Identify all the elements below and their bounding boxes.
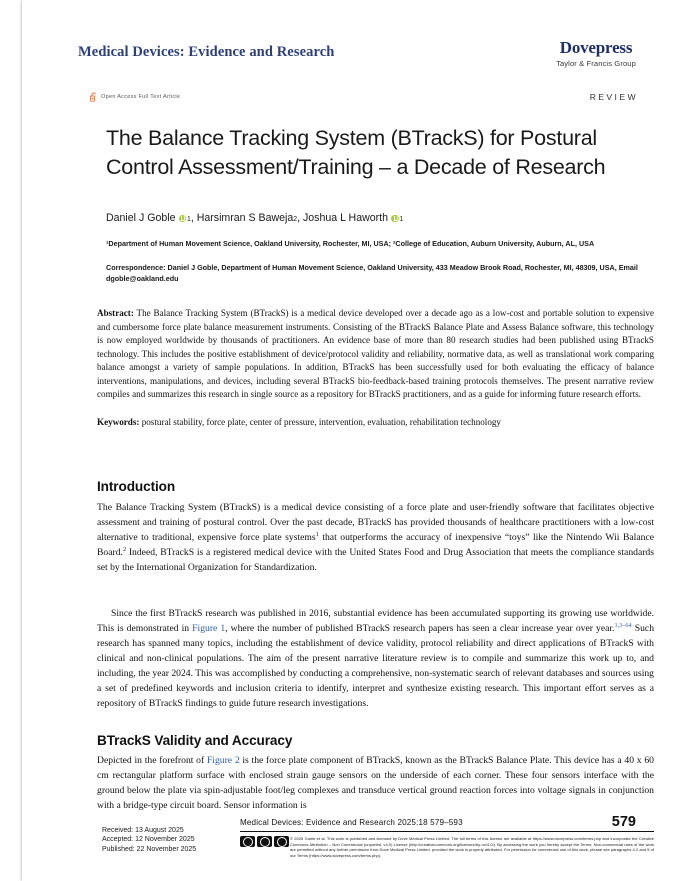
publication-dates — [102, 826, 196, 854]
intro-p2-part-c: Such research has spanned many topics, including the establishment of device validity, protocol reliability and direct applications of BTrackS with clinical and non-clinical populations. The aim of the present narrative literature review is to compile and summarize this work up to, and including, the year 2024. This was accomplished by conducting a comprehensive, non-systematic search of relevant databases and sources using a set of predefined keywords and inclusion criteria to identify, interpret and synthesize existing research. This important effort serves as a repository of BTrackS findings to guide future research investigations. — [97, 622, 655, 710]
author-list: Daniel J Goble 1 , Harsimran S Baweja 2 , Joshua L Haworth 1 — [106, 212, 404, 224]
publisher-name: Dovepress — [559, 38, 633, 57]
section-heading-validity: BTrackS Validity and Accuracy — [97, 733, 293, 749]
open-access-label: Open Access Full Text Article — [101, 94, 181, 100]
abstract-label: Abstract: — [97, 308, 134, 318]
validity-p1-part-b: is the force plate component of BTrackS, known as the BTrackS Balance Plate. This device has a 40 x 60 cm rectangular platform surface with enclosed strain gauge sensors on the underside of each corner. These four sensors interface with the ground below the plate via spin-adjustable foot/leg complexes and transduce vertical ground reaction forces into voltage signals in conjunction with a bridge-type circuit board. Sensor information is — [97, 754, 654, 811]
intro-paragraph-1 — [97, 500, 654, 575]
citation-ref-2[interactable]: 2 — [122, 545, 127, 553]
license-text: © 2025 Goble et al. This work is published and licensed by Dove Medical Press Limited. The full terms of this license are available at https://www.dovepress.com/terms.php and incorporate the Creative Commons Attribution – Non Commercial (unported, v4.0) License (http://creativecommons.org/licenses/by-nc/4.0/). By accessing the work you hereby accept the Terms. Non-commercial uses of the work are permitted without any further permission from Dove Medical Press Limited, provided the work is properly attributed. For permission for commercial use of this work, please see paragraphs 4.2 and 5 of our Terms (https://www.dovepress.com/terms.php). — [290, 836, 654, 858]
orcid-icon[interactable] — [179, 215, 187, 223]
keywords — [97, 416, 654, 430]
validity-paragraph-1 — [97, 753, 654, 813]
creative-commons-badges — [240, 836, 289, 847]
footer-divider — [240, 831, 654, 832]
figure-1-link[interactable]: Figure 1 — [192, 622, 226, 634]
abstract — [97, 307, 654, 402]
keywords-label: Keywords: — [97, 417, 140, 427]
abstract-text: The Balance Tracking System (BTrackS) is a medical device developed over a decade ago as a low-cost and portable solution to expensive and cumbersome force plate balance measurement instruments. Consisting of the BTrackS Balance Plate and Assess Balance software, this technology is now employed worldwide by thousands of practitioners. An evidence base of more than 80 research studies had been published using BTrackS technology. This includes the positive establishment of device/protocol validity and reliability, normative data, as well as translational work comparing balance amongst a variety of sample populations. In addition, BTrackS has been successfully used for both evaluating the efficacy of balance interventions, manipulations, and devices, including several BTrackS bio-feedback-based training protocols themselves. The present narrative review compiles and summarizes this research in single source as a repository for BTrackS practitioners, and as a guide for informing future research efforts. — [97, 308, 654, 400]
affiliations: ¹Department of Human Movement Science, Oakland University, Rochester, MI, USA; ²College of Education, Auburn University, Auburn, AL, USA — [106, 239, 595, 248]
article-page — [22, 0, 680, 881]
author-1-name: Daniel J Goble — [106, 212, 176, 224]
intro-p2-part-b: , where the number of published BTrackS research papers has seen a clear increase year over year. — [225, 622, 615, 634]
validity-p1-part-a: Depicted in the forefront of — [97, 754, 207, 766]
page-title: The Balance Tracking System (BTrackS) for Postural Control Assessment/Training – a Decade of Research — [106, 126, 606, 179]
section-heading-introduction: Introduction — [97, 479, 176, 495]
publisher-group: Taylor & Francis Group — [556, 59, 636, 68]
citation-ref-1[interactable]: 1 — [315, 530, 319, 538]
keywords-text: postural stability, force plate, center of pressure, intervention, evaluation, rehabilitation technology — [139, 417, 501, 427]
received-date: Received: 13 August 2025 — [102, 827, 184, 834]
published-date: Published: 22 November 2025 — [102, 845, 197, 853]
citation-ref-range[interactable]: 1,3–64 — [614, 621, 632, 629]
page-side-strip — [0, 0, 22, 881]
author-2-name: , Harsimran S Baweja — [190, 212, 294, 224]
intro-paragraph-2 — [97, 606, 654, 712]
intro-p1-part-c: Indeed, BTrackS is a registered medical device with the United States Food and Drug Association that meets the compliance standards set by the International Organization for Standardization. — [97, 546, 654, 574]
open-access-badge — [90, 92, 180, 102]
accepted-date: Accepted: 12 November 2025 — [102, 836, 195, 844]
journal-title-header: Medical Devices: Evidence and Research — [78, 44, 335, 60]
page-number: 579 — [611, 814, 636, 830]
intro-p1-part-b: that outperforms the accuracy of inexpensive “toys” like the Nintendo Wii Balance Board. — [97, 531, 654, 558]
intro-p1-part-a: The Balance Tracking System (BTrackS) is a medical device consisting of a force plate and user-friendly software that facilitates objective assessment and training of postural control. Over the past decade, BTrackS has provided thousands of healthcare practitioners with a low-cost alternative to traditional, expensive force plate systems — [97, 501, 654, 543]
cc-nc-icon — [274, 836, 289, 847]
cc-icon — [240, 836, 255, 847]
journal-citation: Medical Devices: Evidence and Research 2025:18 579–593 — [240, 818, 463, 827]
figure-2-link[interactable]: Figure 2 — [206, 754, 240, 766]
correspondence: Correspondence: Daniel J Goble, Department of Human Movement Science, Oakland University, 433 Meadow Brook Road, Rochester, MI, 48309, USA, Email dgoble@oakland.edu — [106, 263, 638, 283]
author-3-name: , Joshua L Haworth — [297, 212, 388, 224]
orcid-icon[interactable] — [391, 215, 399, 223]
publisher-logo — [530, 38, 662, 68]
intro-p2-part-a: Since the first BTrackS research was published in 2016, substantial evidence has been accumulated supporting its growing use worldwide. This is demonstrated in — [97, 607, 654, 634]
open-lock-icon — [90, 92, 97, 102]
cc-by-icon — [257, 836, 272, 847]
article-type-label: REVIEW — [589, 92, 638, 102]
